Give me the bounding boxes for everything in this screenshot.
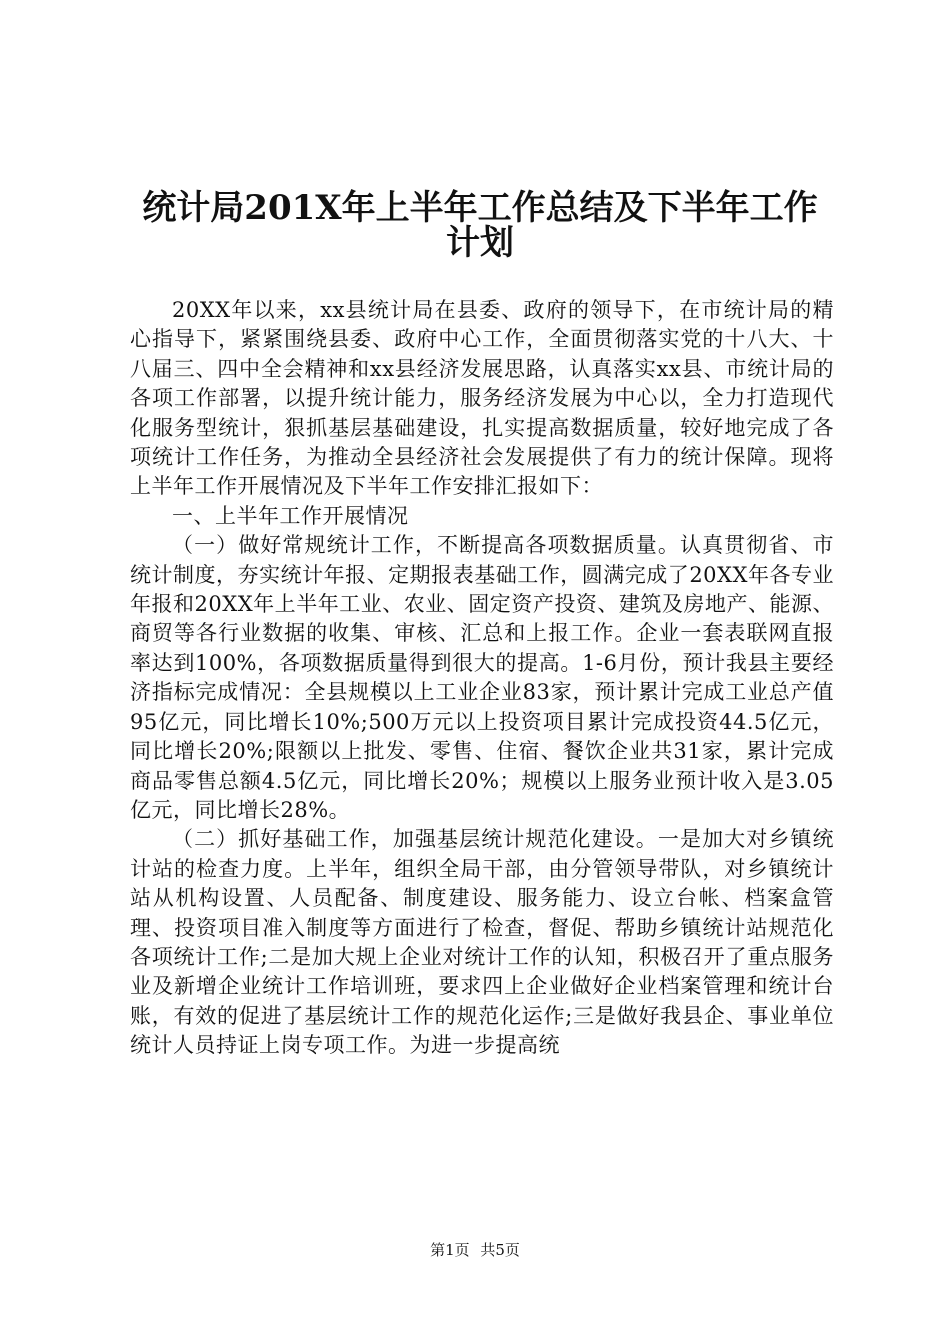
page-footer — [0, 1240, 950, 1260]
section-paragraph-1: （一）做好常规统计工作，不断提高各项数据质量。认真贯彻省、市统计制度，夯实统计年报、定期报表基础工作，圆满完成了20XX年各专业年报和20XX年上半年工业、农业、固定资产投资、建筑及房地产、能源、商贸等各行业数据的收集、审核、汇总和上报工作。企业一套表联网直报率达到100%，各项数据质量得到很大的提高。1-6月份，预计我县主要经济指标完成情况：全县规模以上工业企业83家，预计累计完成工业总产值95亿元，同比增长10%;500万元以上投资项目累计完成投资44.5亿元，同比增长20%;限额以上批发、零售、住宿、餐饮企业共31家，累计完成商品零售总额4.5亿元，同比增长20%；规模以上服务业预计收入是3.05亿元，同比增长28%。 — [130, 533, 834, 822]
page-number: 第1页 — [430, 1241, 470, 1259]
document-body — [130, 296, 834, 1061]
page-total: 共5页 — [480, 1241, 520, 1259]
section-heading: 一、上半年工作开展情况 — [172, 503, 409, 528]
document-title-line-2: 计划 — [446, 223, 514, 263]
document-title-line-1: 统计局201X年上半年工作总结及下半年工作 — [142, 188, 818, 228]
section-paragraph-2: （二）抓好基础工作，加强基层统计规范化建设。一是加大对乡镇统计站的检查力度。上半年，组织全局干部，由分管领导带队，对乡镇统计站从机构设置、人员配备、制度建设、服务能力、设立台帐、档案盒管理、投资项目准入制度等方面进行了检查，督促、帮助乡镇统计站规范化各项统计工作;二是加大规上企业对统计工作的认知，积极召开了重点服务业及新增企业统计工作培训班，要求四上企业做好企业档案管理和统计台账，有效的促进了基层统计工作的规范化运作;三是做好我县企、事业单位统计人员持证上岗专项工作。为进一步提高统 — [130, 827, 834, 1058]
intro-paragraph: 20XX年以来，xx县统计局在县委、政府的领导下，在市统计局的精心指导下，紧紧围绕县委、政府中心工作，全面贯彻落实党的十八大、十八届三、四中全会精神和xx县经济发展思路，认真落实xx县、市统计局的各项工作部署，以提升统计能力，服务经济发展为中心以，全力打造现代化服务型统计，狠抓基层基础建设，扎实提高数据质量，较好地完成了各项统计工作任务，为推动全县经济社会发展提供了有力的统计保障。现将上半年工作开展情况及下半年工作安排汇报如下： — [130, 298, 834, 499]
